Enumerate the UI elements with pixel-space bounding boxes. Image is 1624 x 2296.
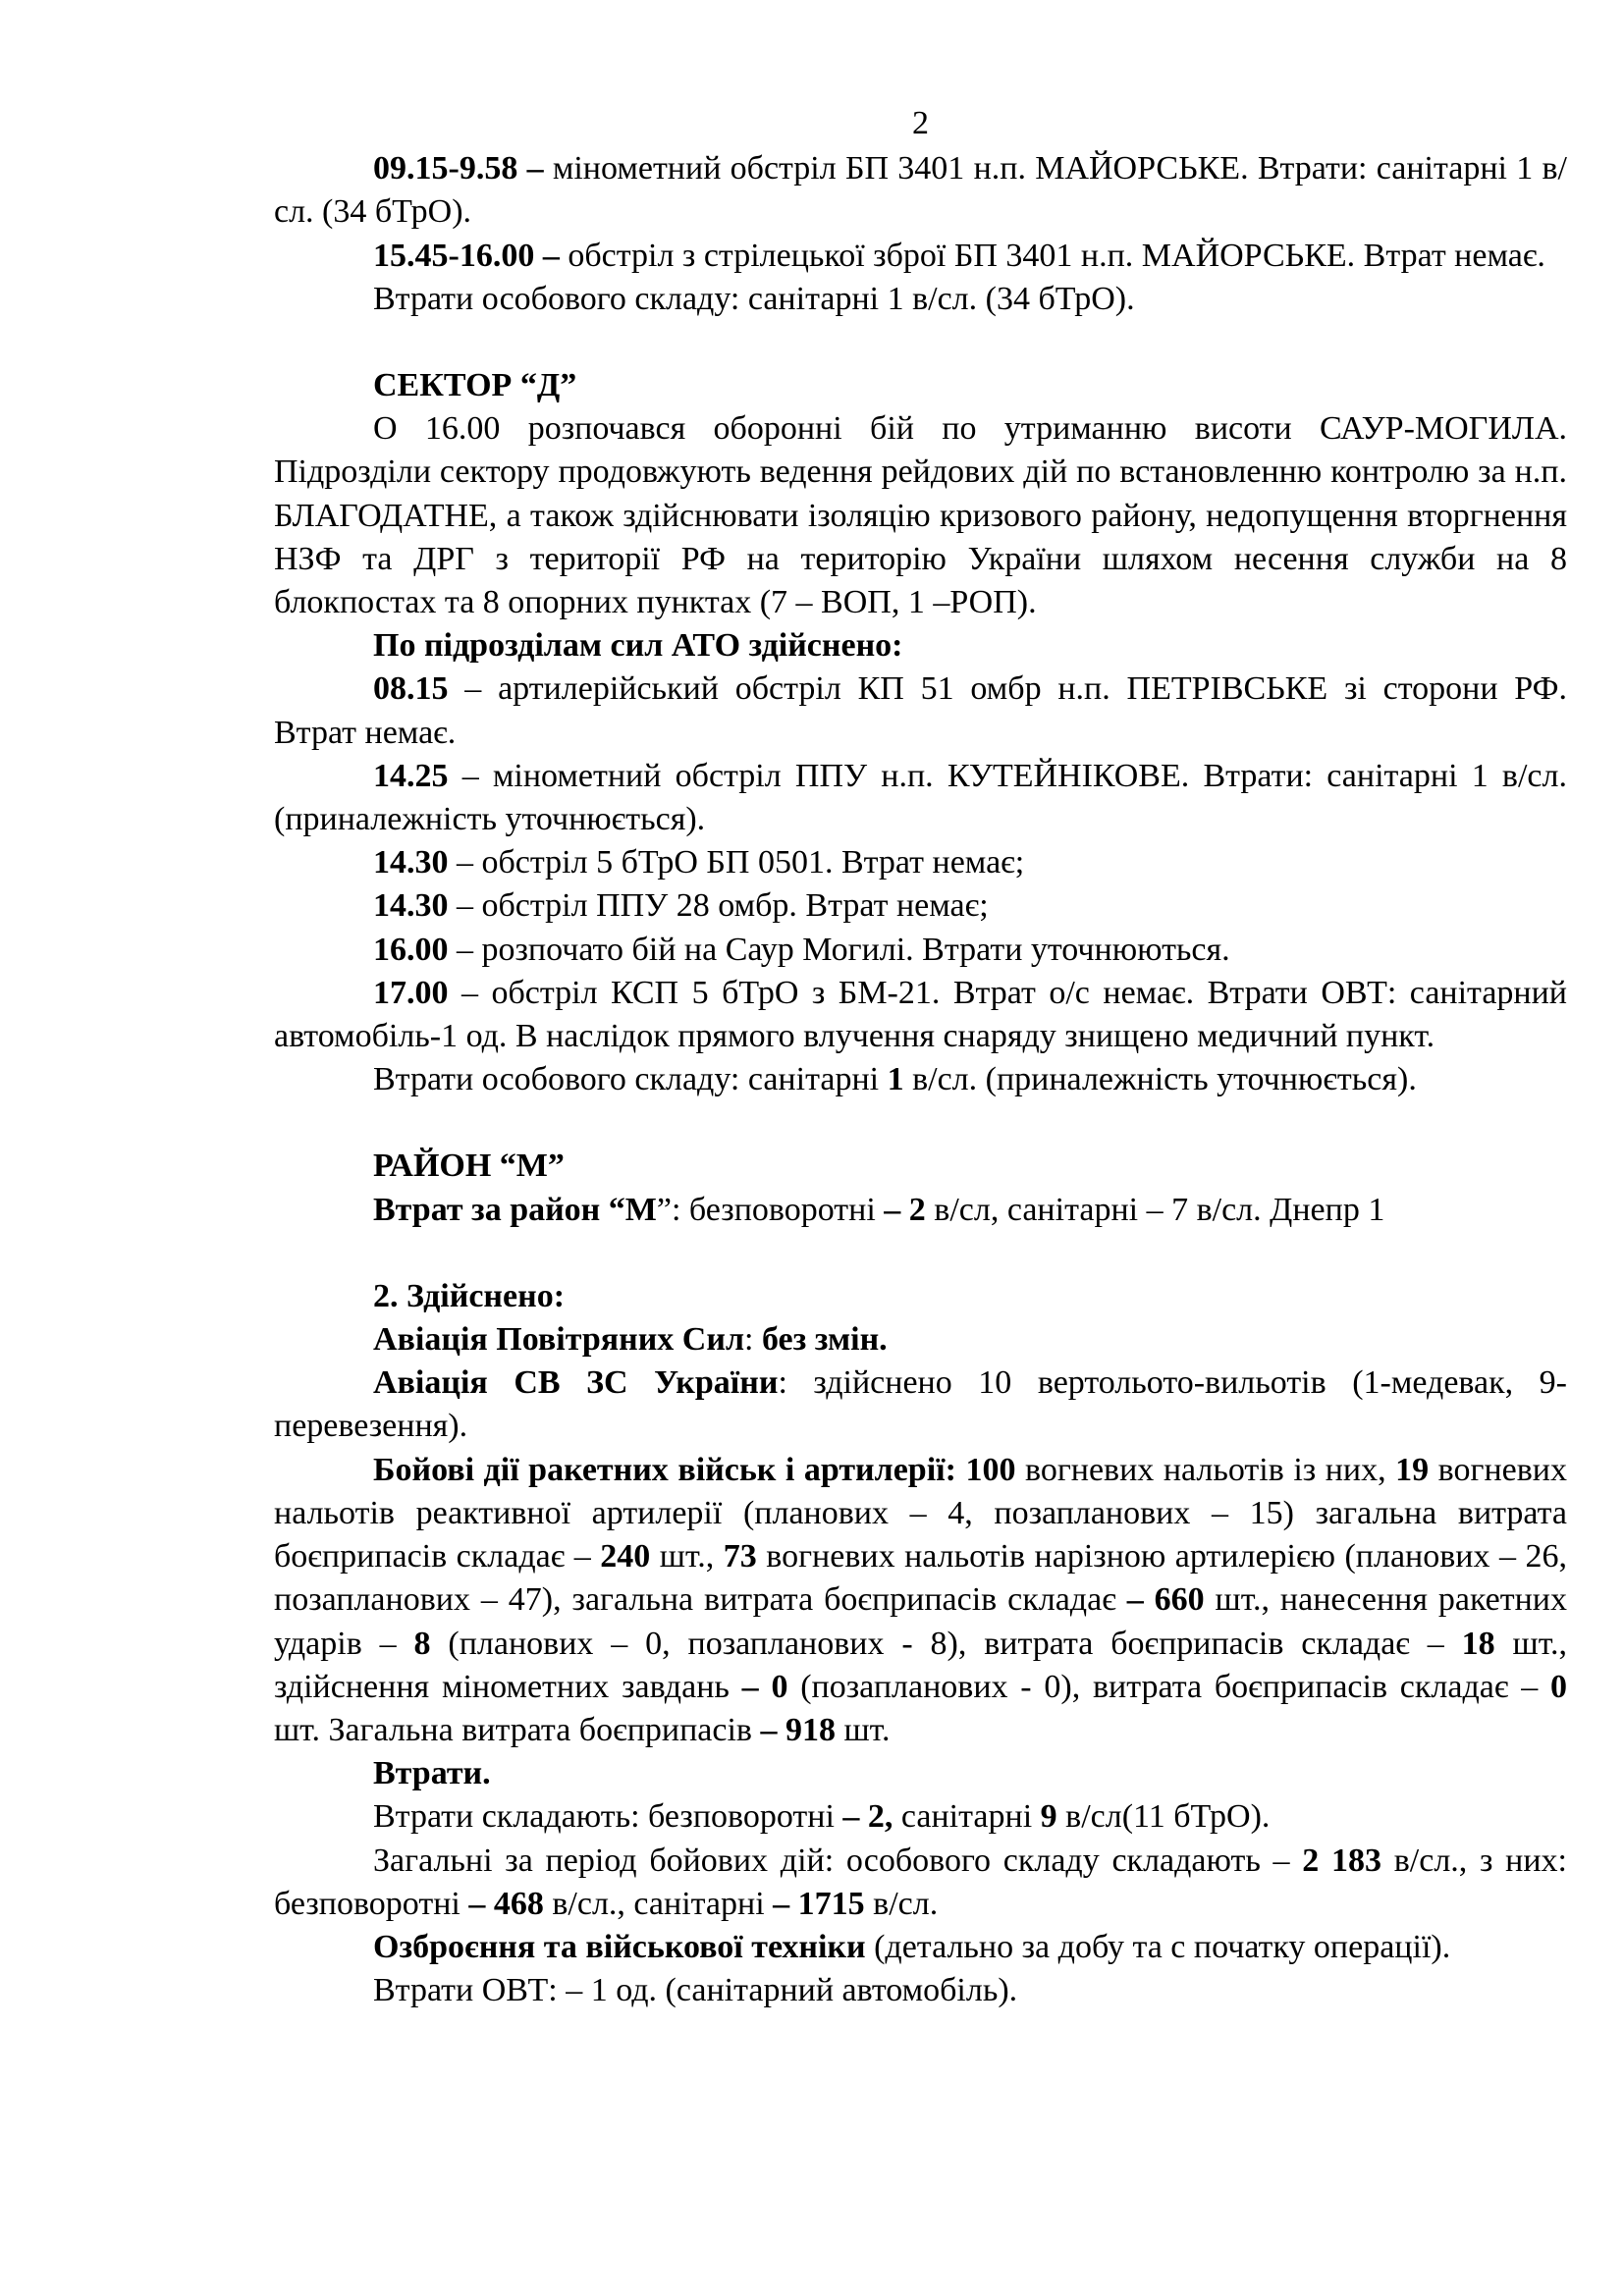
artillery-figure: 8	[413, 1625, 431, 1662]
event-text: – мінометний обстріл ППУ н.п. КУТЕЙНІКОВЕ. Втрати: санітарні 1 в/сл. (приналежність уточнюється).	[274, 757, 1567, 838]
artillery-figure: – 660	[1126, 1581, 1205, 1619]
event-time: 14.30	[373, 887, 449, 925]
section-heading	[274, 1275, 1567, 1318]
section-heading	[274, 1145, 1567, 1188]
losses-count: – 1715	[773, 1885, 865, 1922]
spacer	[274, 1232, 1567, 1275]
aviation-land-forces	[274, 1362, 1567, 1448]
subsection-heading-text: Втрати.	[373, 1755, 491, 1792]
artillery-figure: 240	[600, 1538, 651, 1575]
artillery-label: Бойові дії ракетних військ і артилерії:	[373, 1451, 956, 1488]
artillery-figure: 18	[1461, 1625, 1495, 1662]
district-losses-text: в/сл, санітарні – 7 в/сл. Днепр 1	[925, 1191, 1385, 1228]
event-time: 08.15	[373, 670, 449, 708]
losses-count: – 468	[468, 1885, 544, 1922]
event-text: мінометний обстріл БП 3401 н.п. МАЙОРСЬКЕ. Втрати: санітарні 1 в/сл. (34 бТрО).	[274, 150, 1567, 231]
losses-count: – 2,	[842, 1798, 893, 1836]
event-text: обстріл з стрілецької зброї БП 3401 н.п. МАЙОРСЬКЕ. Втрат немає.	[559, 237, 1545, 274]
event-time: 14.25	[373, 757, 449, 794]
section-intro: О 16.00 розпочався оборонні бій по утриманню висоти САУР-МОГИЛА. Підрозділи сектору продовжують ведення рейдових дій по встановленню контролю за н.п. БЛАГОДАТНЕ, а також здійснювати ізоляцію кризового району, недопущення вторгнення НЗФ та ДРГ з території РФ на територію України шляхом несення служби на 8 блокпостах та 8 опорних пунктах (7 – ВОП, 1 –РОП).	[274, 410, 1567, 621]
event-paragraph	[274, 755, 1567, 841]
aviation-label: Авіація СВ ЗС України	[373, 1364, 779, 1402]
aviation-text: : здійснено 10 вертольото-вильотів (1-медевак, 9-перевезення).	[274, 1364, 1567, 1445]
district-losses-count: – 2	[884, 1191, 926, 1228]
losses-count: 9	[1040, 1798, 1057, 1836]
aviation-air-force	[274, 1318, 1567, 1362]
artillery-paragraph: Бойові дії ракетних військ і артилерії: 100 вогневих нальотів із них, 19 вогневих нальотів реактивної артилерії (планових – 4, позапланових – 15) загальна витрата боєприпасів складає – 240 шт., 73 вогневих нальотів нарізною артилерією (планових – 26, позапланових – 47), загальна витрата боєприпасів складає – 660 шт., нанесення ракетних ударів – 8 (планових – 0, позапланових - 8), витрата боєприпасів складає – 18 шт., здійснення мінометних завдань – 0 (позапланових - 0), витрата боєприпасів складає – 0 шт. Загальна витрата боєприпасів – 918 шт.	[274, 1451, 1567, 1748]
event-text: – обстріл ППУ 28 омбр. Втрат немає;	[448, 887, 989, 925]
event-paragraph	[274, 929, 1567, 972]
equipment-label: Озброєння та військової техніки	[373, 1928, 866, 1965]
losses-text: Втрати особового складу: санітарні	[373, 1061, 888, 1098]
artillery-figure: – 918	[760, 1711, 836, 1748]
artillery-figure: 0	[1550, 1668, 1567, 1705]
losses-count: 2 183	[1302, 1842, 1382, 1879]
event-time: 14.30	[373, 844, 449, 881]
equipment-text: (детально за добу та с початку операції).	[865, 1928, 1451, 1965]
losses-count: 1	[887, 1061, 904, 1098]
section-heading-text: СЕКТОР “Д”	[373, 367, 577, 404]
artillery-figure: – 0	[741, 1668, 788, 1705]
district-losses-text: ”: безповоротні	[656, 1191, 885, 1228]
losses-summary	[274, 1058, 1567, 1101]
subsection-heading	[274, 624, 1567, 667]
section-heading-text: РАЙОН “М”	[373, 1148, 565, 1185]
event-paragraph	[274, 841, 1567, 884]
total-losses: Загальні за період бойових дій: особового складу складають – 2 183 в/сл., з них: безповоротні – 468 в/сл., санітарні – 1715 в/сл.	[274, 1842, 1568, 1922]
event-text: – артилерійський обстріл КП 51 омбр н.п. ПЕТРІВСЬКЕ зі сторони РФ. Втрат немає.	[274, 670, 1567, 751]
artillery-figure: 100	[965, 1451, 1016, 1488]
equipment-paragraph	[274, 1926, 1567, 1969]
losses-summary: Втрати особового складу: санітарні 1 в/сл. (34 бТрО).	[373, 280, 1135, 317]
event-paragraph	[274, 667, 1567, 754]
event-paragraph	[274, 235, 1567, 278]
section-heading-text: 2. Здійснено:	[373, 1277, 566, 1314]
spacer	[274, 321, 1567, 364]
event-paragraph	[274, 972, 1567, 1058]
district-losses	[274, 1189, 1567, 1232]
event-time: 17.00	[373, 974, 449, 1011]
event-text: – обстріл КСП 5 бТрО з БМ-21. Втрат о/с немає. Втрати ОВТ: санітарний автомобіль-1 од. В наслідок прямого влучення снаряду знищено медичний пункт.	[274, 974, 1567, 1055]
section-heading	[274, 364, 1567, 407]
subsection-heading	[274, 1752, 1567, 1795]
event-paragraph	[274, 884, 1567, 928]
artillery-figure: 73	[723, 1538, 757, 1575]
subsection-heading-text: По підрозділам сил АТО здійснено:	[373, 627, 903, 665]
losses-summary: Втрати складають: безповоротні – 2, санітарні 9 в/сл(11 бТрО).	[373, 1798, 1271, 1836]
event-time: 16.00	[373, 931, 449, 968]
event-text: – обстріл 5 бТрО БП 0501. Втрат немає;	[448, 844, 1025, 881]
event-text: – розпочато бій на Саур Могилі. Втрати уточнюються.	[448, 931, 1230, 968]
equipment-losses: Втрати ОВТ: – 1 од. (санітарний автомобіль).	[373, 1972, 1018, 2009]
event-paragraph	[274, 147, 1567, 234]
district-losses-label: Втрат за район “М	[373, 1191, 657, 1228]
separator: :	[744, 1321, 762, 1359]
spacer	[274, 1101, 1567, 1145]
losses-text: в/сл. (приналежність уточнюється).	[903, 1061, 1417, 1098]
artillery-figure: 19	[1395, 1451, 1430, 1488]
event-time: 09.15-9.58 –	[373, 150, 544, 187]
aviation-value: без змін.	[761, 1321, 888, 1359]
aviation-label: Авіація Повітряних Сил	[373, 1321, 745, 1359]
page-number: 2	[912, 105, 929, 141]
event-time: 15.45-16.00 –	[373, 237, 560, 274]
